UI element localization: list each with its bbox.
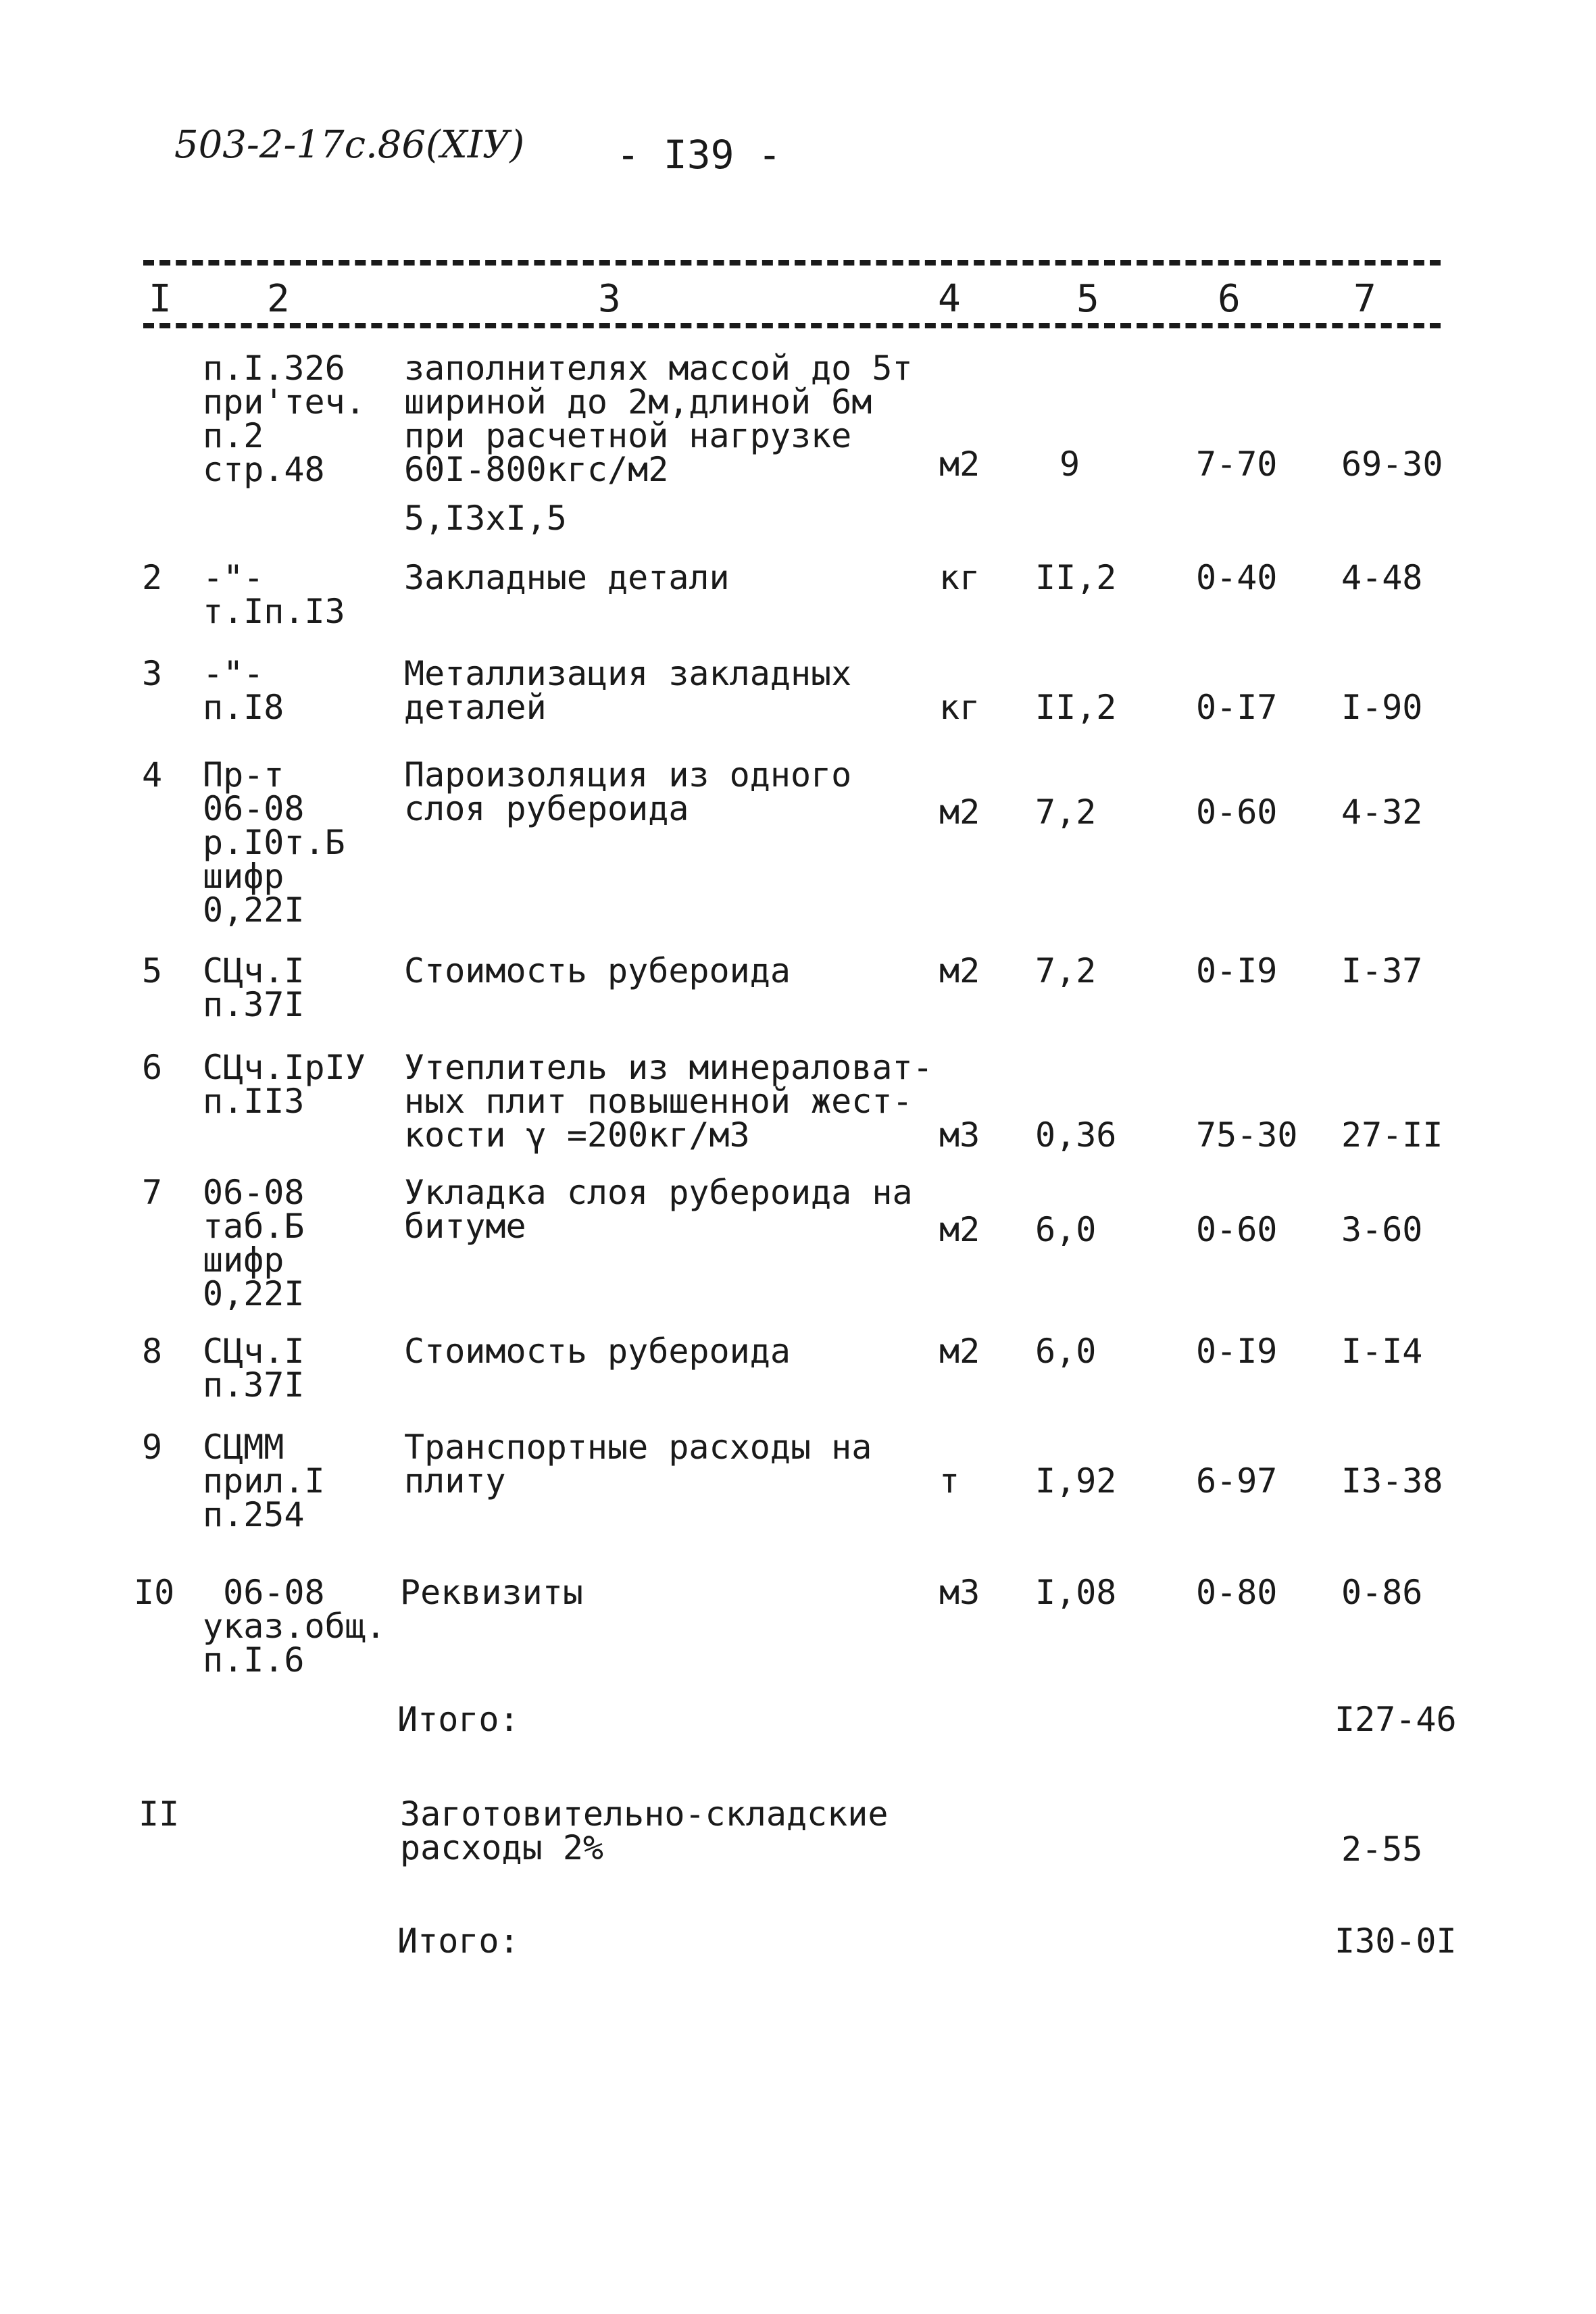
row-quantity: 0,36 — [1035, 1115, 1117, 1155]
column-header-2: 2 — [267, 277, 290, 321]
row-description: Укладка слоя рубероида на битуме — [404, 1173, 913, 1246]
row-unit-price: 0-80 — [1196, 1573, 1278, 1612]
header-top-rule — [143, 260, 1441, 266]
row-reference: п.I.326 при'теч. п.2 стр.48 — [203, 349, 366, 489]
row-description: Реквизиты — [400, 1573, 583, 1612]
row-number: 8 — [142, 1332, 163, 1371]
row-number: 7 — [142, 1173, 163, 1212]
row-number: 4 — [142, 755, 163, 795]
row-unit-price: 0-60 — [1196, 793, 1278, 832]
row-reference: СЦч.I п.37I — [203, 951, 305, 1024]
row-description: Заготовительно-складские расходы 2% — [400, 1794, 889, 1867]
column-header-1: I — [149, 277, 172, 321]
row-unit: м2 — [939, 793, 980, 832]
page-number: - I39 - — [616, 132, 782, 178]
row-total: 4-32 — [1341, 793, 1423, 832]
row-reference: -"- п.I8 — [203, 654, 284, 727]
subtotal-value: I27-46 — [1335, 1700, 1457, 1739]
row-quantity: II,2 — [1035, 688, 1117, 727]
row-description: Утеплитель из минераловат- ных плит повышенной жест- кости γ =200кг/м3 — [404, 1048, 933, 1155]
row-total: 27-II — [1341, 1115, 1443, 1155]
row-quantity: I,08 — [1035, 1573, 1117, 1612]
row-quantity: 9 — [1059, 445, 1080, 484]
row-unit: м2 — [939, 445, 980, 484]
row-number: 3 — [142, 654, 163, 693]
row-number: 5 — [142, 951, 163, 990]
column-header-4: 4 — [938, 277, 961, 321]
row-description: Пароизоляция из одного слоя рубероида — [404, 755, 852, 828]
row-total: I-I4 — [1341, 1332, 1423, 1371]
row-unit-price: 75-30 — [1196, 1115, 1298, 1155]
column-header-3: 3 — [598, 277, 621, 321]
row-number: 2 — [142, 558, 163, 597]
header-bottom-rule — [143, 323, 1441, 328]
grand-total-label: Итого: — [397, 1921, 520, 1961]
row-note: 5,I3хI,5 — [404, 499, 567, 538]
row-total: 69-30 — [1341, 445, 1443, 484]
row-description: Закладные детали — [404, 558, 730, 597]
row-quantity: 7,2 — [1035, 793, 1097, 832]
row-unit-price: 0-I9 — [1196, 951, 1278, 990]
row-number: II — [139, 1794, 180, 1834]
row-unit: м3 — [939, 1573, 980, 1612]
row-reference: СЦММ прил.I п.254 — [203, 1428, 325, 1534]
row-unit: м3 — [939, 1115, 980, 1155]
document-code: 503-2-17с.86(XIУ) — [174, 123, 525, 167]
row-unit-price: 0-I7 — [1196, 688, 1278, 727]
row-unit: кг — [939, 558, 980, 597]
row-unit-price: 0-60 — [1196, 1210, 1278, 1249]
row-unit: м2 — [939, 1332, 980, 1371]
row-total: 3-60 — [1341, 1210, 1423, 1249]
row-reference: 06-08 таб.Б шифр 0,22I — [203, 1173, 305, 1313]
row-total: 4-48 — [1341, 558, 1423, 597]
row-reference: СЦч.I п.37I — [203, 1332, 305, 1405]
subtotal-label: Итого: — [397, 1700, 520, 1739]
row-description: Стоимость рубероида — [404, 951, 791, 990]
row-quantity: 6,0 — [1035, 1210, 1097, 1249]
row-unit-price: 7-70 — [1196, 445, 1278, 484]
row-reference: СЦч.IрIУ п.II3 — [203, 1048, 366, 1121]
row-total: I-90 — [1341, 688, 1423, 727]
row-unit-price: 0-I9 — [1196, 1332, 1278, 1371]
row-unit: т — [939, 1461, 960, 1501]
row-unit-price: 0-40 — [1196, 558, 1278, 597]
row-description: Стоимость рубероида — [404, 1332, 791, 1371]
row-reference: Пр-т 06-08 р.I0т.Б шифр 0,22I — [203, 755, 345, 930]
row-reference: -"- т.Iп.I3 — [203, 558, 345, 631]
row-quantity: II,2 — [1035, 558, 1117, 597]
row-total: I-37 — [1341, 951, 1423, 990]
row-total: I3-38 — [1341, 1461, 1443, 1501]
row-total: 2-55 — [1341, 1830, 1423, 1869]
row-unit: м2 — [939, 951, 980, 990]
row-unit: м2 — [939, 1210, 980, 1249]
row-quantity: 6,0 — [1035, 1332, 1097, 1371]
row-quantity: I,92 — [1035, 1461, 1117, 1501]
column-header-7: 7 — [1353, 277, 1376, 321]
row-unit: кг — [939, 688, 980, 727]
row-description: Транспортные расходы на плиту — [404, 1428, 872, 1501]
row-total: 0-86 — [1341, 1573, 1423, 1612]
row-number: 6 — [142, 1048, 163, 1087]
grand-total-value: I30-0I — [1335, 1921, 1457, 1961]
row-description: заполнителях массой до 5т шириной до 2м,длиной 6м при расчетной нагрузке 60I-800кгс/м2 — [404, 349, 913, 489]
column-header-5: 5 — [1076, 277, 1099, 321]
row-unit-price: 6-97 — [1196, 1461, 1278, 1501]
column-header-6: 6 — [1218, 277, 1241, 321]
row-reference: 06-08 указ.общ. п.I.6 — [203, 1573, 386, 1680]
row-number: I0 — [134, 1573, 175, 1612]
row-number: 9 — [142, 1428, 163, 1467]
row-description: Металлизация закладных деталей — [404, 654, 852, 727]
row-quantity: 7,2 — [1035, 951, 1097, 990]
